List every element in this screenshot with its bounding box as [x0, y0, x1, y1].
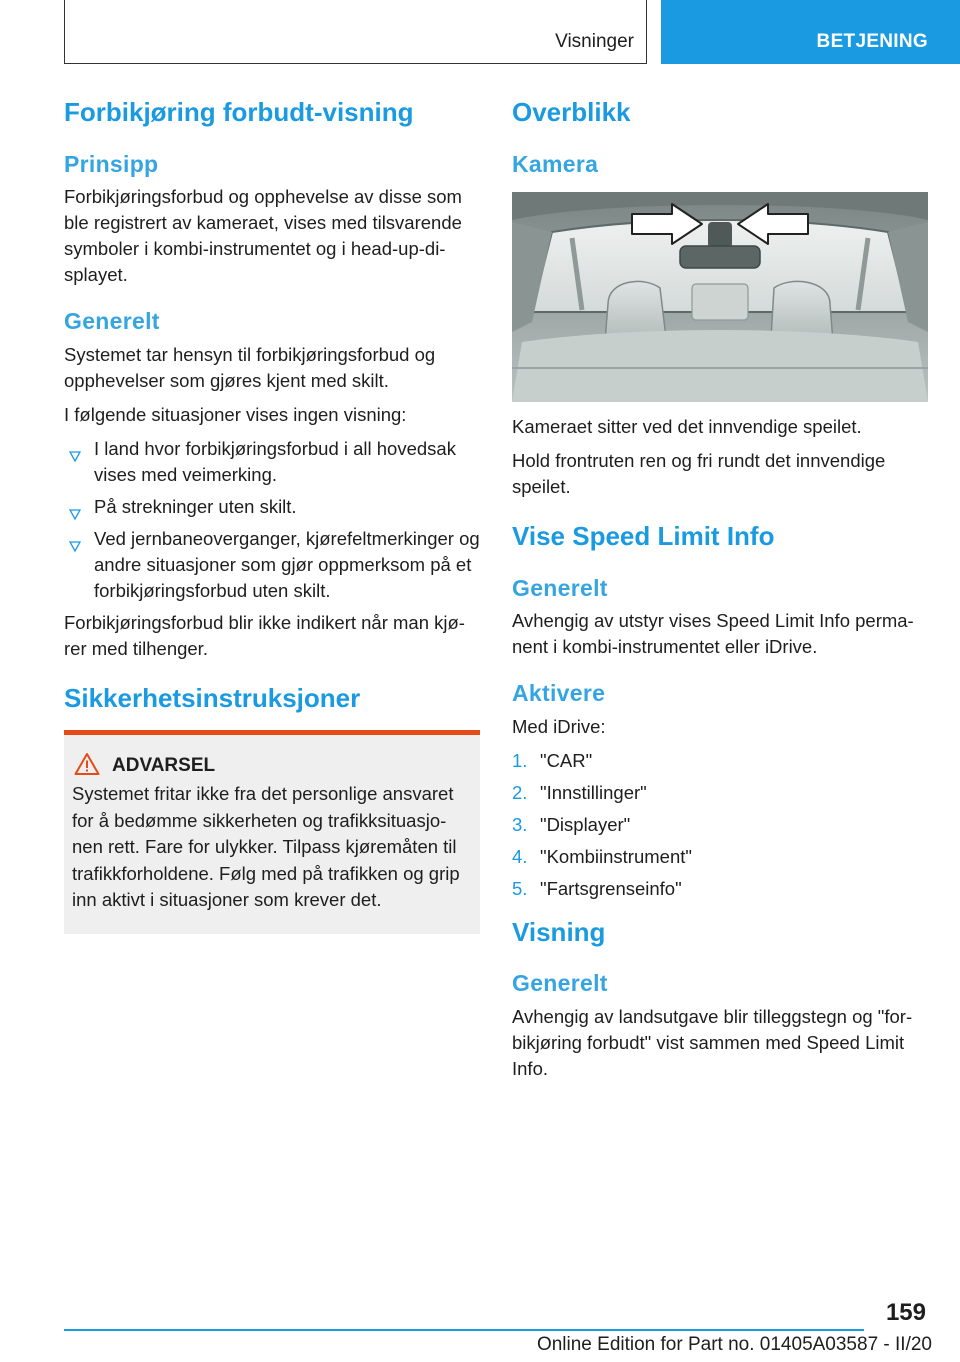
page-header	[0, 0, 960, 66]
paragraph-tilhenger: Forbikjøringsforbud blir ikke indikert når man kjø-rer med tilhenger.	[64, 611, 465, 659]
triangle-bullet-icon	[69, 444, 81, 470]
list-item	[512, 812, 928, 838]
triangle-bullet-icon	[69, 502, 81, 528]
paragraph-aktivere: Med iDrive:	[512, 715, 606, 737]
steps-list	[512, 748, 928, 902]
warning-title-text: ADVARSEL	[112, 755, 216, 777]
paragraph-visning: Avhengig av landsutgave blir tilleggstegn og "for-bikjøring forbudt" vist sammen med Speed Limit Info.	[512, 1005, 913, 1079]
paragraph-prinsipp: Forbikjøringsforbud og opphevelse av disse som ble registrert av kameraet, vises med tilsvarende symboler i kombi-instrumentet og i head-up-di-splayet.	[64, 186, 462, 286]
warning-box	[64, 730, 480, 934]
list-item	[64, 436, 480, 488]
triangle-bullet-icon	[69, 534, 81, 560]
step-number: 5.	[512, 877, 528, 899]
header-section-title: Visninger	[555, 31, 634, 52]
step-text: "CAR"	[540, 749, 593, 771]
warning-text: Systemet fritar ikke fra det personlige ansvaret for å bedømme sikkerheten og trafikksituasjo-nen rett. Fare for ulykker. Tilpass kjøremåten til trafikkforholdene. Følg med på trafikken og grip inn aktivt i situasjoner som krever det.	[72, 783, 460, 911]
footer-edition-text: Online Edition for Part no. 01405A03587 - II/20	[536, 1334, 932, 1355]
heading-prinsipp: Prinsipp	[64, 150, 159, 177]
camera-interior-illustration	[512, 192, 928, 402]
list-item	[64, 494, 480, 520]
list-item	[512, 780, 928, 806]
right-column	[512, 96, 928, 1090]
step-text: "Kombiinstrument"	[540, 845, 692, 867]
step-text: "Fartsgrenseinfo"	[540, 877, 682, 899]
page-number: 159	[885, 1299, 926, 1326]
section-title-vise-speed-limit: Vise Speed Limit Info	[512, 521, 775, 552]
paragraph-generelt-right: Avhengig av utstyr vises Speed Limit Info perma-nent i kombi-instrumentet eller iDrive.	[512, 610, 914, 658]
list-item	[512, 844, 928, 870]
step-number: 4.	[512, 845, 528, 867]
warning-title	[112, 755, 472, 777]
section-title-visning: Visning	[512, 916, 606, 947]
list-item	[512, 876, 928, 902]
section-title-forbikjoring: Forbikjøring forbudt-visning	[64, 97, 414, 127]
paragraph-kamera-1: Kameraet sitter ved det innvendige speilet.	[512, 416, 862, 438]
paragraph-kamera-2: Hold frontruten ren og fri rundt det innvendige speilet.	[512, 450, 886, 498]
footer-divider	[64, 1329, 864, 1331]
list-item	[64, 526, 480, 604]
section-title-overblikk: Overblikk	[512, 97, 631, 127]
heading-generelt-visning: Generelt	[512, 970, 608, 997]
paragraph-generelt-2: I følgende situasjoner vises ingen visning:	[64, 403, 407, 425]
header-chapter-tab: BETJENING	[661, 0, 960, 64]
list-item	[512, 748, 928, 774]
list-item-text: På strekninger uten skilt.	[94, 495, 297, 517]
section-title-sikkerhet: Sikkerhetsinstruksjoner	[64, 682, 361, 713]
left-column	[64, 96, 480, 934]
list-item-text: I land hvor forbikjøringsforbud i all hovedsak vises med veimerking.	[94, 437, 456, 485]
heading-kamera: Kamera	[512, 150, 599, 177]
heading-generelt-right: Generelt	[512, 574, 608, 601]
paragraph-generelt-1: Systemet tar hensyn til forbikjøringsforbud og opphevelser som gjøres kjent med skilt.	[64, 343, 436, 391]
step-number: 3.	[512, 813, 528, 835]
warning-triangle-icon	[74, 752, 100, 782]
heading-generelt: Generelt	[64, 308, 160, 335]
step-text: "Innstillinger"	[540, 781, 647, 803]
step-number: 1.	[512, 749, 528, 771]
list-item-text: Ved jernbaneoverganger, kjørefeltmerkinger og andre situasjoner som gjør oppmerksom på et forbikjøringsforbud uten skilt.	[94, 527, 480, 601]
bullet-list	[64, 436, 480, 604]
step-text: "Displayer"	[540, 813, 631, 835]
step-number: 2.	[512, 781, 528, 803]
heading-aktivere: Aktivere	[512, 680, 606, 707]
